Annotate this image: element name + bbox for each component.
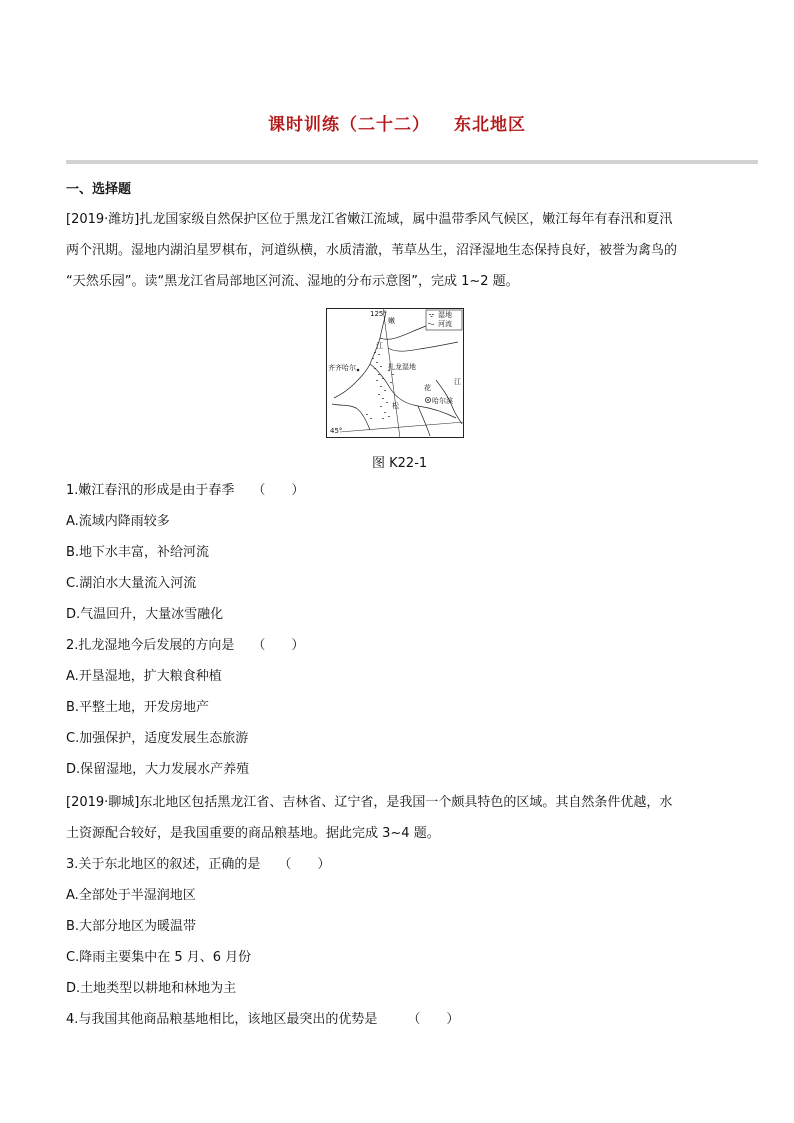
intro1-line2: 两个汛期。湿地内湖泊星罗棋布，河道纵横，水质清澈，苇草丛生，沼泽湿地生态保持良好，被誉为禽鸟的 — [66, 243, 678, 258]
harbin-label: 哈尔滨 — [432, 397, 453, 405]
page-title — [0, 110, 794, 135]
wetland-map — [326, 308, 464, 438]
qiqihar-label: 齐齐哈尔 — [328, 364, 356, 372]
q3-option-d: D.土地类型以耕地和林地为主 — [66, 981, 237, 996]
question-2-stem: 2.扎龙湿地今后发展的方向是 （ ） — [66, 638, 305, 653]
q3-option-c: C.降雨主要集中在 5 月、6 月份 — [66, 950, 252, 965]
title-divider — [66, 160, 758, 164]
q2-option-d: D.保留湿地，大力发展水产养殖 — [66, 762, 250, 777]
qiqihar-city-marker — [357, 369, 360, 372]
q3-option-a: A.全部处于半湿润地区 — [66, 888, 196, 903]
jiang-label: 江 — [376, 342, 383, 350]
q2-option-c: C.加强保护，适度发展生态旅游 — [66, 731, 249, 746]
title-sub: 东北地区 — [454, 115, 526, 135]
section-heading: 一、选择题 — [66, 182, 132, 197]
lat-label: 45° — [330, 427, 343, 435]
intro1-line3: “天然乐园”。读“黑龙江省局部地区河流、湿地的分布示意图”，完成 1~2 题。 — [66, 274, 519, 289]
question-1-stem: 1.嫩江春汛的形成是由于春季 （ ） — [66, 483, 305, 498]
q1-option-d: D.气温回升，大量冰雪融化 — [66, 607, 224, 622]
q1-option-c: C.湖泊水大量流入河流 — [66, 576, 197, 591]
title-main: 课时训练（二十二） — [268, 115, 430, 135]
question-3-stem: 3.关于东北地区的叙述，正确的是 （ ） — [66, 857, 331, 872]
intro2-line2: 土资源配合较好，是我国重要的商品粮基地。据此完成 3~4 题。 — [66, 826, 440, 841]
nen-label: 嫩 — [388, 317, 395, 325]
jiang2-label: 江 — [454, 378, 461, 386]
figure-caption: 图 K22-1 — [372, 456, 428, 471]
lon-label: 125° — [370, 310, 387, 318]
q1-option-b: B.地下水丰富，补给河流 — [66, 545, 210, 560]
zhalong-label: 扎龙湿地 — [388, 363, 416, 371]
intro2-line1: [2019·聊城]东北地区包括黑龙江省、吉林省、辽宁省，是我国一个颇具特色的区域。其自然条件优越，水 — [66, 795, 673, 810]
song-label: 松 — [392, 402, 399, 410]
q1-option-a: A.流域内降雨较多 — [66, 514, 170, 529]
hua-label: 花 — [424, 384, 431, 392]
legend-river-label: 河流 — [438, 320, 452, 328]
legend-wetland-label: 湿地 — [438, 311, 452, 319]
q3-option-b: B.大部分地区为暖温带 — [66, 919, 197, 934]
q2-option-b: B.平整土地，开发房地产 — [66, 700, 210, 715]
q2-option-a: A.开垦湿地，扩大粮食种植 — [66, 669, 222, 684]
intro1-line1: [2019·潍坊]扎龙国家级自然保护区位于黑龙江省嫩江流域，属中温带季风气候区，嫩江每年有春汛和夏汛 — [66, 212, 673, 227]
question-4-stem: 4.与我国其他商品粮基地相比，该地区最突出的优势是 （ ） — [66, 1012, 460, 1027]
